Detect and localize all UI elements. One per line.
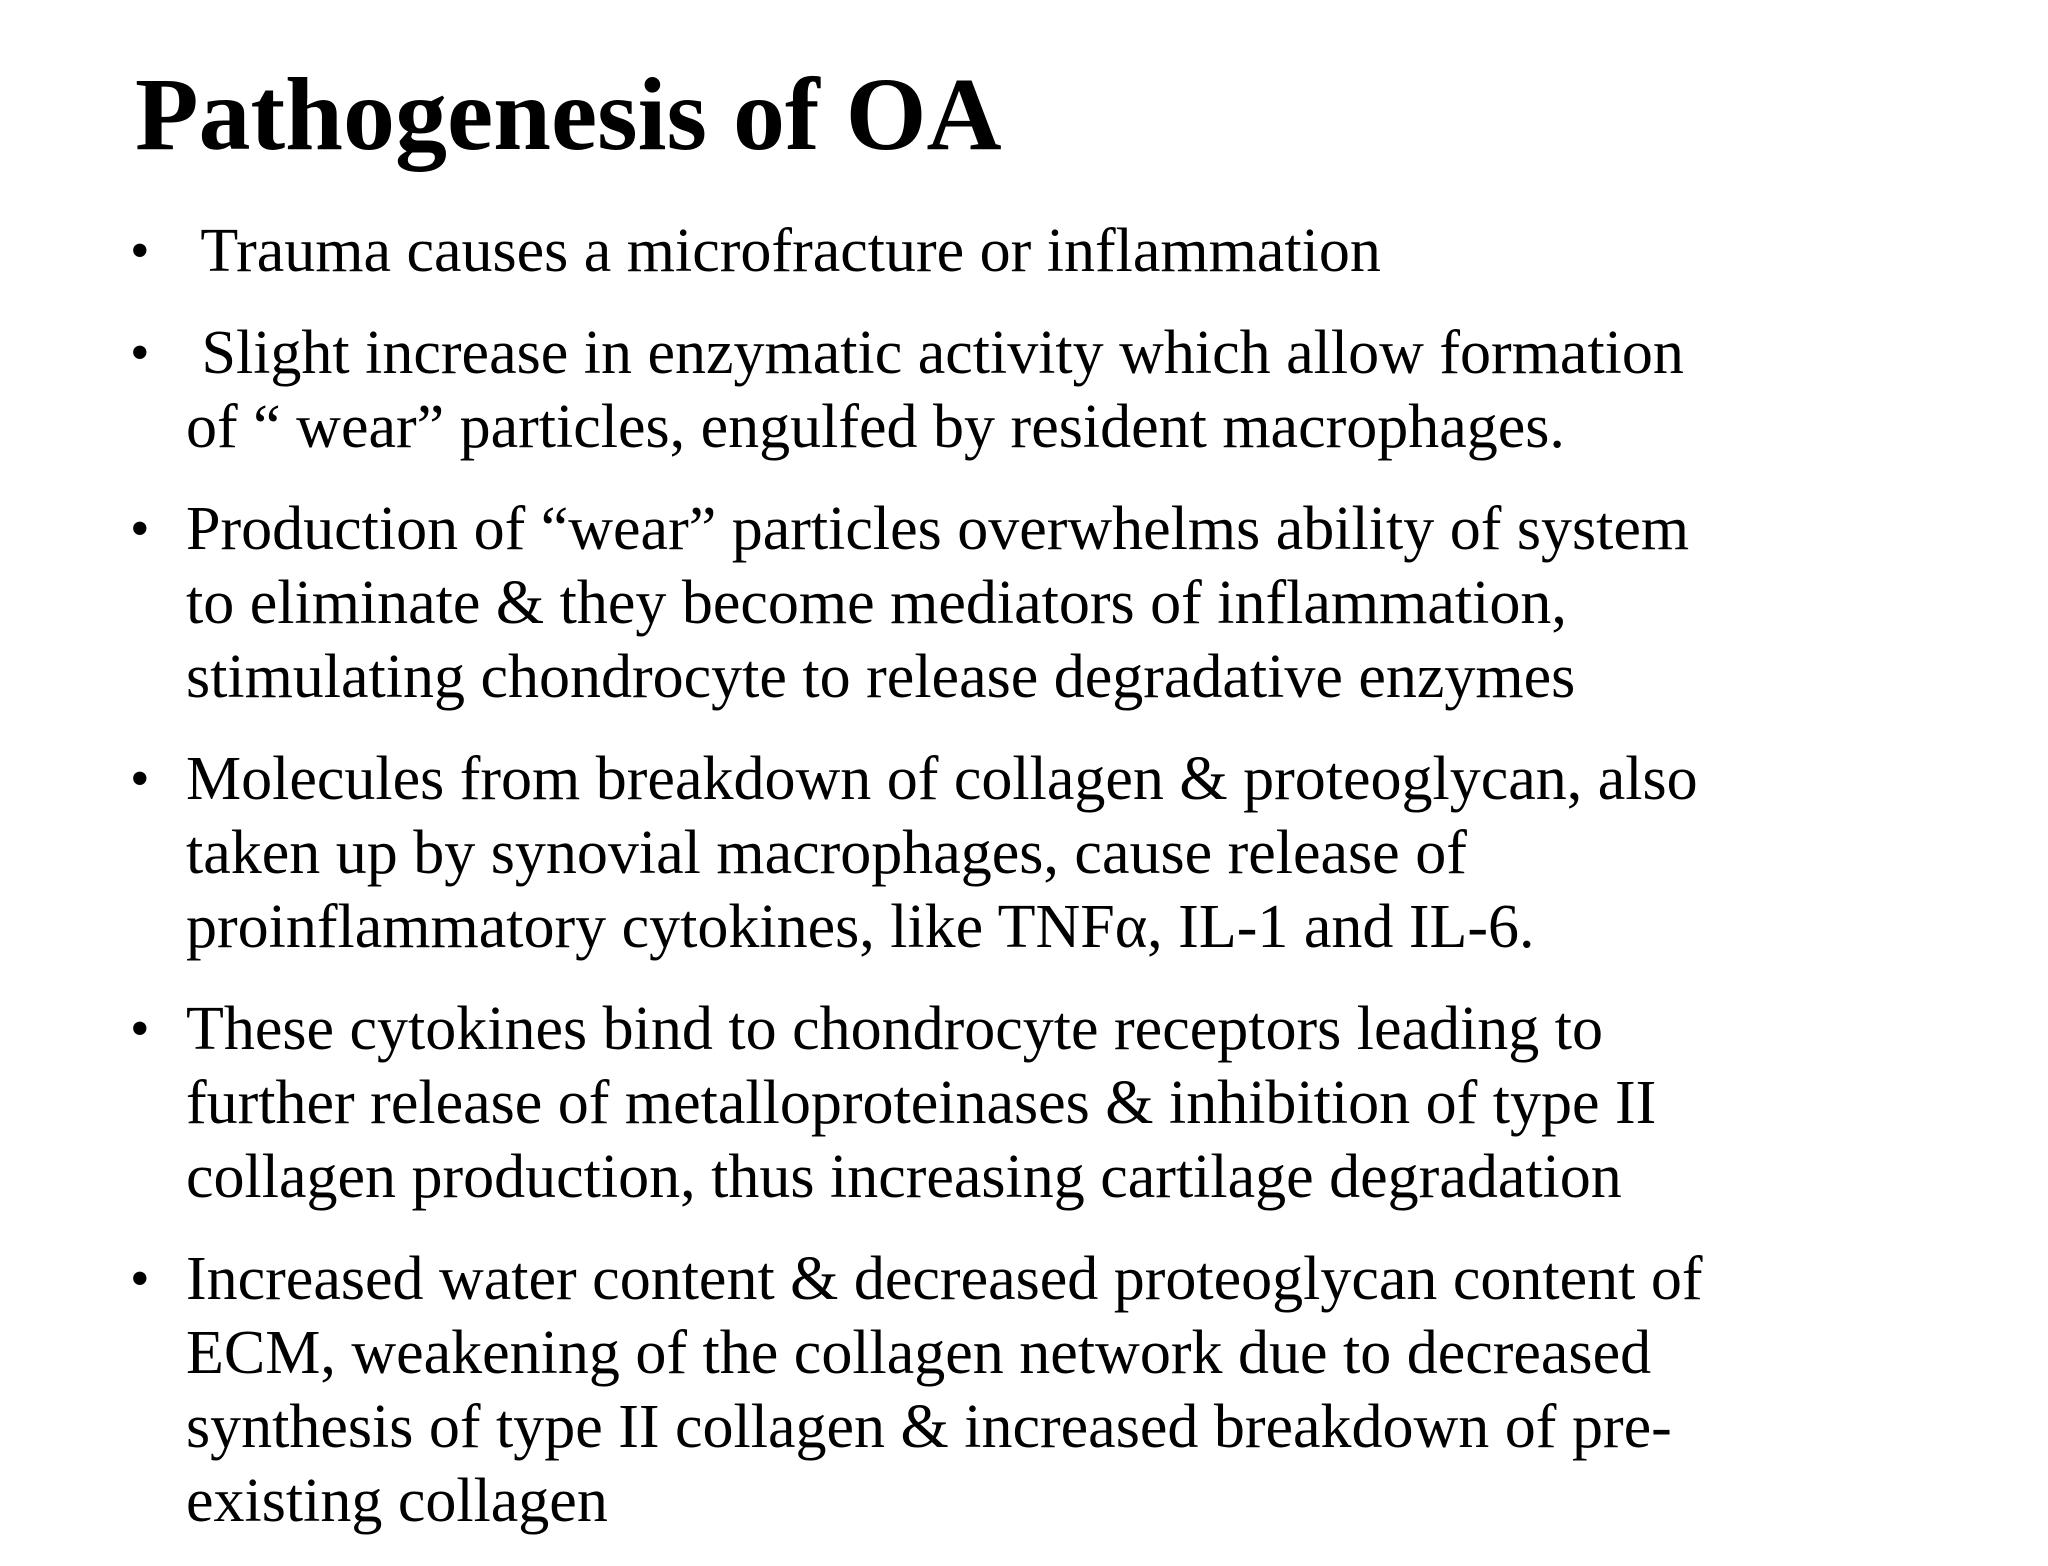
bullet-text-line: further release of metalloproteinases & inhibition of type II [186, 1069, 1657, 1137]
bullet-item [130, 742, 1920, 964]
bullet-text-line: synthesis of type II collagen & increased breakdown of pre- [186, 1393, 1672, 1461]
bullet-text-line: Trauma causes a microfracture or inflammation [186, 217, 1381, 285]
bullet-text-line: Increased water content & decreased proteoglycan content of [186, 1245, 1703, 1313]
bullet-text-line: collagen production, thus increasing cartilage degradation [186, 1143, 1622, 1211]
bullet-marker: • [130, 220, 150, 282]
bullet-item [130, 214, 1920, 288]
bullet-text-line: stimulating chondrocyte to release degradative enzymes [186, 643, 1576, 711]
bullet-marker: • [130, 1248, 150, 1310]
bullet-text-line: of “ wear” particles, engulfed by resident macrophages. [186, 393, 1565, 461]
bullet-text-line: Production of “wear” particles overwhelms ability of system [186, 495, 1690, 563]
bullet-marker: • [130, 748, 150, 810]
bullet-text-line: existing collagen [186, 1467, 608, 1535]
bullet-text-line: proinflammatory cytokines, like TNFα, IL-1 and IL-6. [186, 893, 1535, 961]
bullet-item [130, 316, 1920, 464]
bullet-item [130, 492, 1920, 714]
bullet-marker: • [130, 322, 150, 384]
slide-title: Pathogenesis of OA [135, 57, 1002, 172]
bullet-item [130, 992, 1920, 1214]
bullet-marker: • [130, 498, 150, 560]
bullet-text-line: taken up by synovial macrophages, cause release of [186, 819, 1467, 887]
bullet-text-line: These cytokines bind to chondrocyte receptors leading to [186, 995, 1603, 1063]
bullet-text-line: to eliminate & they become mediators of inflammation, [186, 569, 1567, 637]
bullet-text-line: Slight increase in enzymatic activity which allow formation [186, 319, 1684, 387]
bullet-text-line: ECM, weakening of the collagen network due to decreased [186, 1319, 1652, 1387]
bullet-list [130, 214, 1920, 1566]
bullet-marker: • [130, 998, 150, 1060]
bullet-text-line: Molecules from breakdown of collagen & proteoglycan, also [186, 745, 1698, 813]
bullet-item [130, 1242, 1920, 1538]
